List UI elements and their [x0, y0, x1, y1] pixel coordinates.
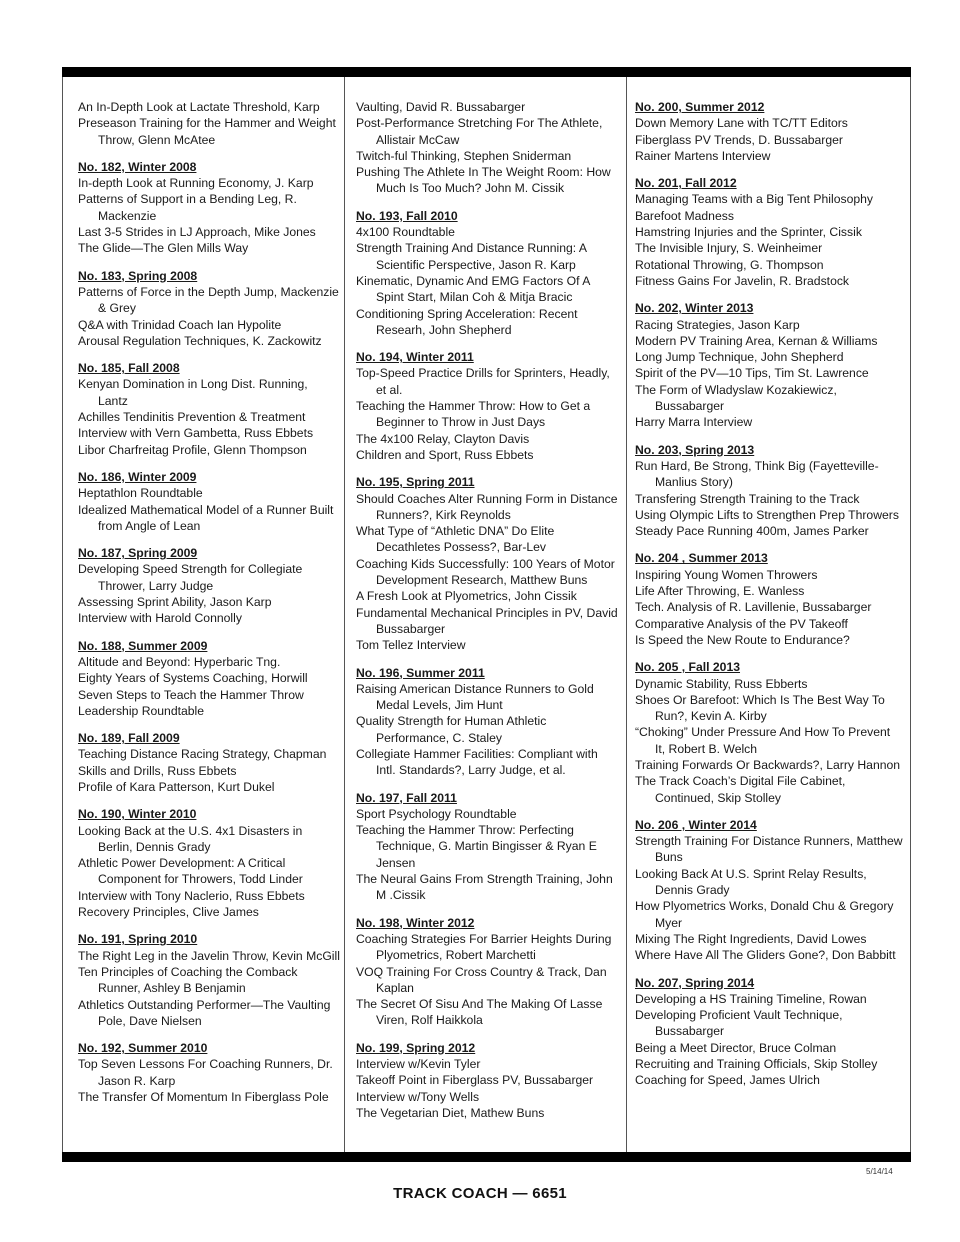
article-entry: Patterns of Support in a Bending Leg, R. Mackenzie: [78, 192, 297, 223]
article-entry: Kinematic, Dynamic And EMG Factors Of A Spint Start, Milan Coh & Mitja Bracic: [356, 273, 590, 305]
issue-heading: No. 186, Winter 2009: [78, 469, 197, 484]
article-entry: Skills and Drills, Russ Ebbets: [78, 763, 237, 778]
article-entry: Top-Speed Practice Drills for Sprinters, Headly, et al.: [356, 366, 610, 397]
article-entry: Patterns of Force in the Depth Jump, Mackenzie & Grey: [78, 284, 339, 316]
article-entry: Athletic Power Development: A Critical Component for Throwers, Todd Linder: [78, 856, 303, 887]
article-entry: Developing Proficient Vault Technique, Bussabarger: [635, 1008, 843, 1039]
article-entry: The Transfer Of Momentum In Fiberglass Pole: [78, 1090, 329, 1105]
issue-heading: No. 192, Summer 2010: [78, 1041, 208, 1056]
issue-heading: No. 206 , Winter 2014: [635, 817, 757, 832]
article-entry: Coaching Kids Successfully: 100 Years of Motor Development Research, Matthew Buns: [356, 556, 615, 588]
article-entry: Being a Meet Director, Bruce Colman: [635, 1040, 837, 1055]
article-entry: In-depth Look at Running Economy, J. Karp: [78, 176, 314, 191]
article-entry: Sport Psychology Roundtable: [356, 806, 517, 821]
article-entry: Fitness Gains For Javelin, R. Bradstock: [635, 273, 850, 288]
article-entry: Long Jump Technique, John Shepherd: [635, 350, 844, 365]
article-entry: Eighty Years of Systems Coaching, Horwill: [78, 671, 308, 686]
article-entry: Developing a HS Training Timeline, Rowan: [635, 991, 867, 1006]
article-entry: Using Olympic Lifts to Strengthen Prep Throwers: [635, 507, 899, 522]
issue-block: [78, 268, 340, 349]
article-entry: Seven Steps to Teach the Hammer Throw: [78, 687, 304, 702]
article-entry: What Type of “Athletic DNA” Do Elite Decathletes Possess?, Bar-Lev: [356, 524, 555, 555]
article-entry: Comparative Analysis of the PV Takeoff: [635, 616, 848, 631]
article-entry: Achilles Tendinitis Prevention & Treatment: [78, 410, 306, 425]
issue-block: [356, 208, 618, 338]
article-entry: The Track Coach’s Digital File Cabinet, Continued, Skip Stolley: [635, 774, 846, 805]
issue-block: [635, 442, 903, 540]
article-entry: Looking Back at the U.S. 4x1 Disasters in Berlin, Dennis Grady: [78, 823, 303, 854]
article-entry: Teaching Distance Racing Strategy, Chapman: [78, 747, 327, 762]
issue-heading: No. 201, Fall 2012: [635, 176, 737, 191]
article-entry: Managing Teams with a Big Tent Philosophy: [635, 192, 874, 207]
issue-heading: No. 187, Spring 2009: [78, 546, 198, 561]
article-entry: Heptathlon Roundtable: [78, 486, 203, 501]
page-footer: TRACK COACH — 6651: [393, 1185, 567, 1202]
article-entry: Q&A with Trinidad Coach Ian Hypolite: [78, 317, 282, 332]
article-entry: Rainer Martens Interview: [635, 148, 771, 163]
issue-block: [635, 975, 903, 1089]
article-entry: Assessing Sprint Ability, Jason Karp: [78, 595, 272, 610]
article-entry: Looking Back At U.S. Sprint Relay Results, Dennis Grady: [635, 866, 867, 898]
article-entry: Barefoot Madness: [635, 208, 734, 223]
article-entry: Down Memory Lane with TC/TT Editors: [635, 116, 848, 131]
article-entry: Inspiring Young Women Throwers: [635, 567, 818, 582]
article-entry: Developing Speed Strength for Collegiate Thrower, Larry Judge: [78, 562, 303, 593]
article-entry: Coaching Strategies For Barrier Heights During Plyometrics, Robert Marchetti: [356, 931, 612, 963]
article-entry: Strength Training And Distance Running: A Scientific Perspective, Jason R. Karp: [356, 241, 587, 272]
page-right-border: [910, 77, 911, 1152]
article-entry: Training Forwards Or Backwards?, Larry Hannon: [635, 757, 901, 772]
column-divider-1: [344, 77, 345, 1152]
article-entry: The Right Leg in the Javelin Throw, Kevin McGill: [78, 948, 340, 963]
issue-heading: No. 198, Winter 2012: [356, 915, 475, 930]
issue-block: [78, 806, 340, 920]
article-entry: Rotational Throwing, G. Thompson: [635, 257, 824, 272]
issue-heading: No. 188, Summer 2009: [78, 638, 208, 653]
article-entry: Hamstring Injuries and the Sprinter, Cissik: [635, 225, 862, 240]
article-entry: Run Hard, Be Strong, Think Big (Fayetteville-Manlius Story): [635, 458, 879, 490]
article-entry: Racing Strategies, Jason Karp: [635, 317, 800, 332]
issue-heading: No. 185, Fall 2008: [78, 361, 180, 376]
article-entry: Athletics Outstanding Performer—The Vaulting Pole, Dave Nielsen: [78, 997, 331, 1028]
article-entry: Modern PV Training Area, Kernan & Williams: [635, 333, 878, 348]
issue-block: [356, 790, 618, 904]
article-entry: Coaching for Speed, James Ulrich: [635, 1073, 820, 1088]
article-entry: Twitch-ful Thinking, Stephen Sniderman: [356, 148, 572, 163]
article-entry: Transfering Strength Training to the Track: [635, 491, 860, 506]
article-entry: Children and Sport, Russ Ebbets: [356, 447, 534, 462]
issue-heading: No. 204 , Summer 2013: [635, 551, 768, 566]
article-entry: Kenyan Domination in Long Dist. Running, Lantz: [78, 377, 308, 408]
article-entry: Tom Tellez Interview: [356, 638, 466, 653]
article-entry: Libor Charfreitag Profile, Glenn Thompson: [78, 442, 307, 457]
issue-heading: No. 203, Spring 2013: [635, 442, 755, 457]
article-entry: Conditioning Spring Acceleration: Recent Researh, John Shepherd: [356, 306, 578, 337]
article-entry: Raising American Distance Runners to Gold Medal Levels, Jim Hunt: [356, 681, 594, 713]
article-entry: The Glide—The Glen Mills Way: [78, 241, 249, 256]
issue-block: [78, 1040, 340, 1105]
article-entry: Interview with Tony Naclerio, Russ Ebbets: [78, 888, 305, 903]
article-entry: Interview w/Kevin Tyler: [356, 1057, 481, 1072]
article-entry: Idealized Mathematical Model of a Runner Built from Angle of Lean: [78, 502, 334, 533]
article-entry: Shoes Or Barefoot: Which Is The Best Way To Run?, Kevin A. Kirby: [635, 692, 885, 724]
article-entry: Post-Performance Stretching For The Athlete, Allistair McCaw: [356, 116, 603, 147]
index-column-2: [356, 99, 618, 1132]
article-entry: The Vegetarian Diet, Mathew Buns: [356, 1105, 545, 1120]
article-entry: Top Seven Lessons For Coaching Runners, Dr. Jason R. Karp: [78, 1057, 333, 1088]
article-entry: Should Coaches Alter Running Form in Distance Runners?, Kirk Reynolds: [356, 491, 618, 522]
article-entry: A Fresh Look at Plyometrics, John Cissik: [356, 589, 577, 604]
article-entry: The Neural Gains From Strength Training, John M .Cissik: [356, 872, 613, 903]
issue-heading: No. 200, Summer 2012: [635, 100, 765, 114]
article-entry: Leadership Roundtable: [78, 703, 205, 718]
article-entry: An In-Depth Look at Lactate Threshold, Karp: [78, 100, 320, 114]
issue-block: [635, 300, 903, 430]
issue-block: [78, 545, 340, 626]
issue-heading: No. 182, Winter 2008: [78, 159, 197, 174]
article-entry: The Form of Wladyslaw Kozakiewicz, Bussabarger: [635, 382, 837, 414]
issue-block: [635, 659, 903, 806]
article-entry: The Secret Of Sisu And The Making Of Lasse Viren, Rolf Haikkola: [356, 997, 603, 1028]
article-entry: Profile of Kara Patterson, Kurt Dukel: [78, 779, 275, 794]
article-entry: Teaching the Hammer Throw: Perfecting Technique, G. Martin Bingisser & Ryan E Jensen: [356, 823, 597, 870]
column-divider-2: [626, 77, 627, 1152]
issue-block: [78, 99, 340, 148]
article-entry: Harry Marra Interview: [635, 415, 753, 430]
top-rule: [62, 67, 911, 77]
article-entry: Altitude and Beyond: Hyperbaric Tng.: [78, 654, 281, 669]
article-entry: Where Have All The Gliders Gone?, Don Babbitt: [635, 948, 896, 963]
issue-block: [78, 159, 340, 257]
issue-heading: No. 207, Spring 2014: [635, 975, 755, 990]
article-entry: Arousal Regulation Techniques, K. Zackowitz: [78, 333, 322, 348]
article-entry: Spirit of the PV—10 Tips, Tim St. Lawrence: [635, 366, 869, 381]
issue-block: [78, 931, 340, 1029]
issue-block: [78, 638, 340, 719]
article-entry: Recovery Principles, Clive James: [78, 905, 259, 920]
article-entry: The Invisible Injury, S. Weinheimer: [635, 241, 823, 256]
issue-block: [635, 817, 903, 964]
article-entry: How Plyometrics Works, Donald Chu & Gregory Myer: [635, 899, 894, 930]
article-entry: 4x100 Roundtable: [356, 225, 455, 240]
article-entry: Quality Strength for Human Athletic Performance, C. Staley: [356, 714, 547, 745]
article-entry: Tech. Analysis of R. Lavillenie, Bussabarger: [635, 600, 872, 615]
index-column-3: [635, 99, 903, 1100]
issue-block: [78, 360, 340, 458]
issue-block: [635, 550, 903, 648]
issue-heading: No. 183, Spring 2008: [78, 268, 198, 283]
issue-block: [356, 349, 618, 463]
issue-heading: No. 189, Fall 2009: [78, 731, 180, 746]
page-date: 5/14/14: [866, 1167, 893, 1176]
article-entry: Takeoff Point in Fiberglass PV, Bussabarger: [356, 1073, 594, 1088]
issue-heading: No. 205 , Fall 2013: [635, 660, 741, 675]
article-entry: Preseason Training for the Hammer and Weight Throw, Glenn McAtee: [78, 116, 336, 147]
article-entry: Pushing The Athlete In The Weight Room: How Much Is Too Much? John M. Cissik: [356, 165, 611, 196]
issue-block: [78, 730, 340, 795]
issue-heading: No. 195, Spring 2011: [356, 475, 475, 490]
bottom-rule: [62, 1152, 911, 1162]
issue-heading: No. 194, Winter 2011: [356, 350, 474, 365]
article-entry: Interview with Vern Gambetta, Russ Ebbets: [78, 426, 314, 441]
article-entry: Recruiting and Training Officials, Skip Stolley: [635, 1057, 878, 1072]
issue-heading: No. 193, Fall 2010: [356, 208, 458, 223]
article-entry: Life After Throwing, E. Wanless: [635, 584, 805, 599]
issue-heading: No. 196, Summer 2011: [356, 665, 485, 680]
article-entry: Teaching the Hammer Throw: How to Get a Beginner to Throw in Just Days: [356, 399, 591, 430]
article-entry: Fiberglass PV Trends, D. Bussabarger: [635, 132, 843, 147]
article-entry: “Choking” Under Pressure And How To Prevent It, Robert B. Welch: [635, 725, 891, 756]
index-column-1: [78, 99, 340, 1116]
article-entry: The 4x100 Relay, Clayton Davis: [356, 431, 530, 446]
issue-block: [356, 665, 618, 779]
article-entry: Ten Principles of Coaching the Comback Runner, Ashley B Benjamin: [78, 964, 298, 996]
issue-heading: No. 202, Winter 2013: [635, 301, 754, 316]
issue-block: [635, 99, 903, 164]
article-entry: Steady Pace Running 400m, James Parker: [635, 524, 869, 539]
issue-block: [78, 469, 340, 534]
issue-block: [356, 915, 618, 1029]
article-entry: Last 3-5 Strides in LJ Approach, Mike Jones: [78, 225, 316, 240]
article-entry: Interview w/Tony Wells: [356, 1089, 480, 1104]
article-entry: Fundamental Mechanical Principles in PV, David Bussabarger: [356, 605, 618, 636]
article-entry: VOQ Training For Cross Country & Track, Dan Kaplan: [356, 964, 607, 995]
page-left-border: [62, 77, 63, 1152]
issue-block: [635, 175, 903, 289]
article-entry: Vaulting, David R. Bussabarger: [356, 100, 526, 114]
article-entry: Mixing The Right Ingredients, David Lowes: [635, 931, 867, 946]
article-entry: Interview with Harold Connolly: [78, 611, 242, 626]
article-entry: Is Speed the New Route to Endurance?: [635, 632, 850, 647]
article-entry: Dynamic Stability, Russ Ebberts: [635, 676, 808, 691]
issue-block: [356, 474, 618, 653]
issue-heading: No. 199, Spring 2012: [356, 1040, 476, 1055]
article-entry: Collegiate Hammer Facilities: Compliant with Intl. Standards?, Larry Judge, et al.: [356, 746, 598, 778]
issue-block: [356, 1040, 618, 1121]
issue-heading: No. 190, Winter 2010: [78, 807, 197, 822]
issue-heading: No. 191, Spring 2010: [78, 932, 198, 947]
issue-block: [356, 99, 618, 197]
article-entry: Strength Training For Distance Runners, Matthew Buns: [635, 834, 903, 865]
issue-heading: No. 197, Fall 2011: [356, 790, 457, 805]
